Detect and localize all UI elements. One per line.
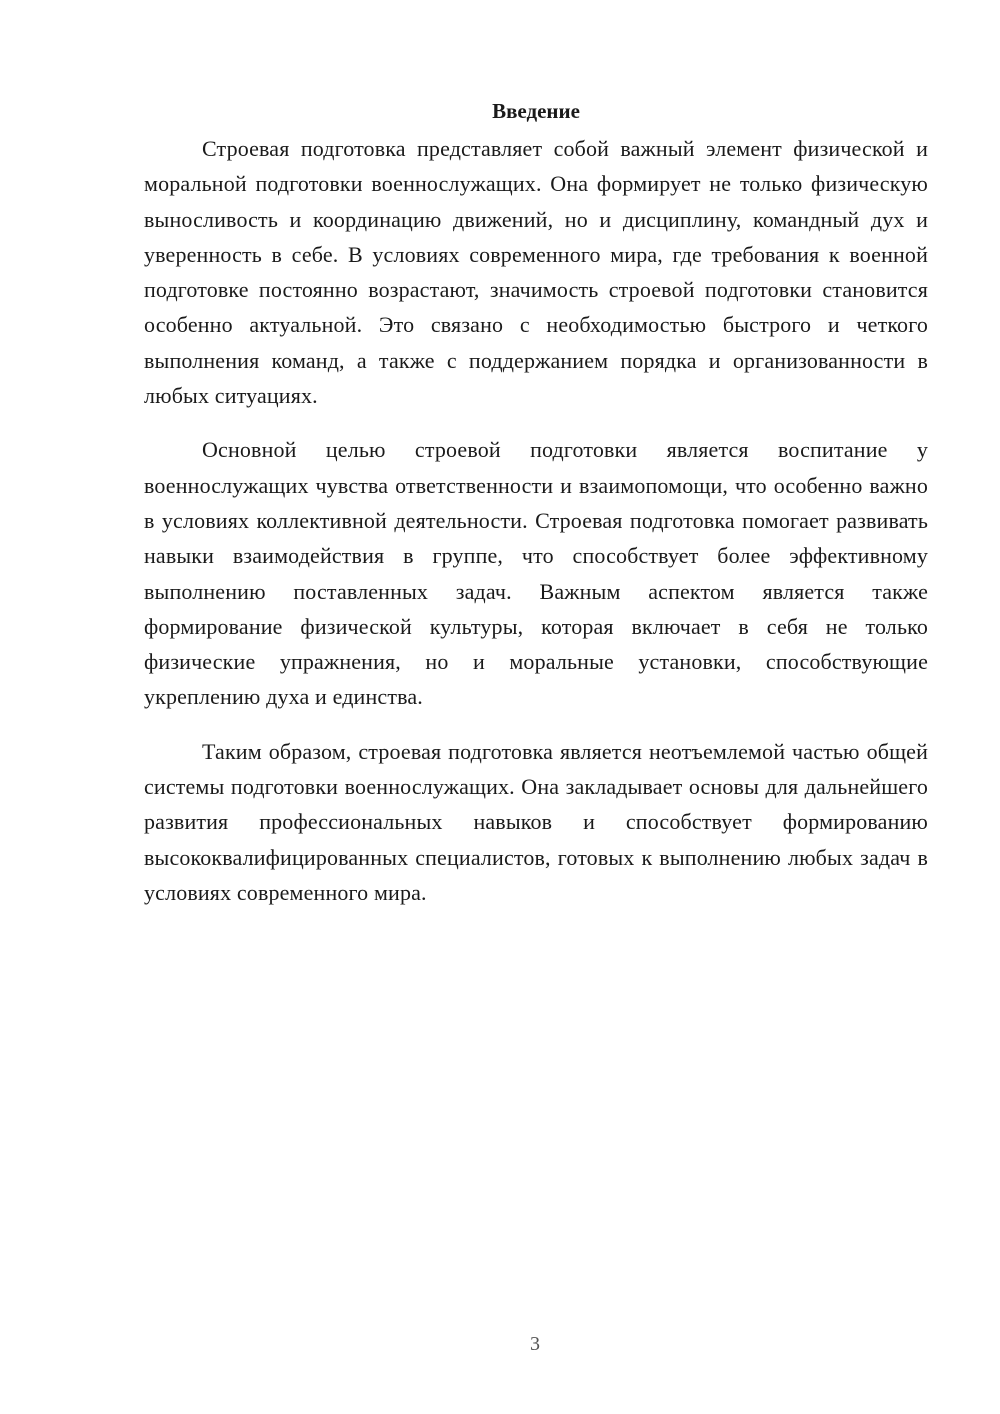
paragraph-2: Основной целью строевой подготовки является воспитание у военнослужащих чувства ответственности и взаимопомощи, что особенно важно в условиях коллективной деятельности. Строевая подготовка помогает развивать навыки взаимодействия в группе, что способствует более эффективному выполнению поставленных задач. Важным аспектом является также формирование физической культуры, которая включает в себя не только физические упражнения, но и моральные установки, способствующие укреплению духа и единства. xyxy=(144,437,928,710)
page-number: 3 xyxy=(530,1333,540,1355)
paragraph-3: Таким образом, строевая подготовка является неотъемлемой частью общей системы подготовки военнослужащих. Она закладывает основы для дальнейшего развития профессиональных навыков и способствует формированию высококвалифицированных специалистов, готовых к выполнению любых задач в условиях современного мира. xyxy=(144,738,928,905)
section-title: Введение xyxy=(492,99,580,123)
page-content xyxy=(144,94,928,929)
paragraph-1: Строевая подготовка представляет собой важный элемент физической и моральной подготовки военнослужащих. Она формирует не только физическую выносливость и координацию движений, но и дисциплину, командный дух и уверенность в себе. В условиях современного мира, где требования к военной подготовке постоянно возрастают, значимость строевой подготовки становится особенно актуальной. Это связано с необходимостью быстрого и четкого выполнения команд, а также с поддержанием порядка и организованности в любых ситуациях. xyxy=(144,136,928,409)
